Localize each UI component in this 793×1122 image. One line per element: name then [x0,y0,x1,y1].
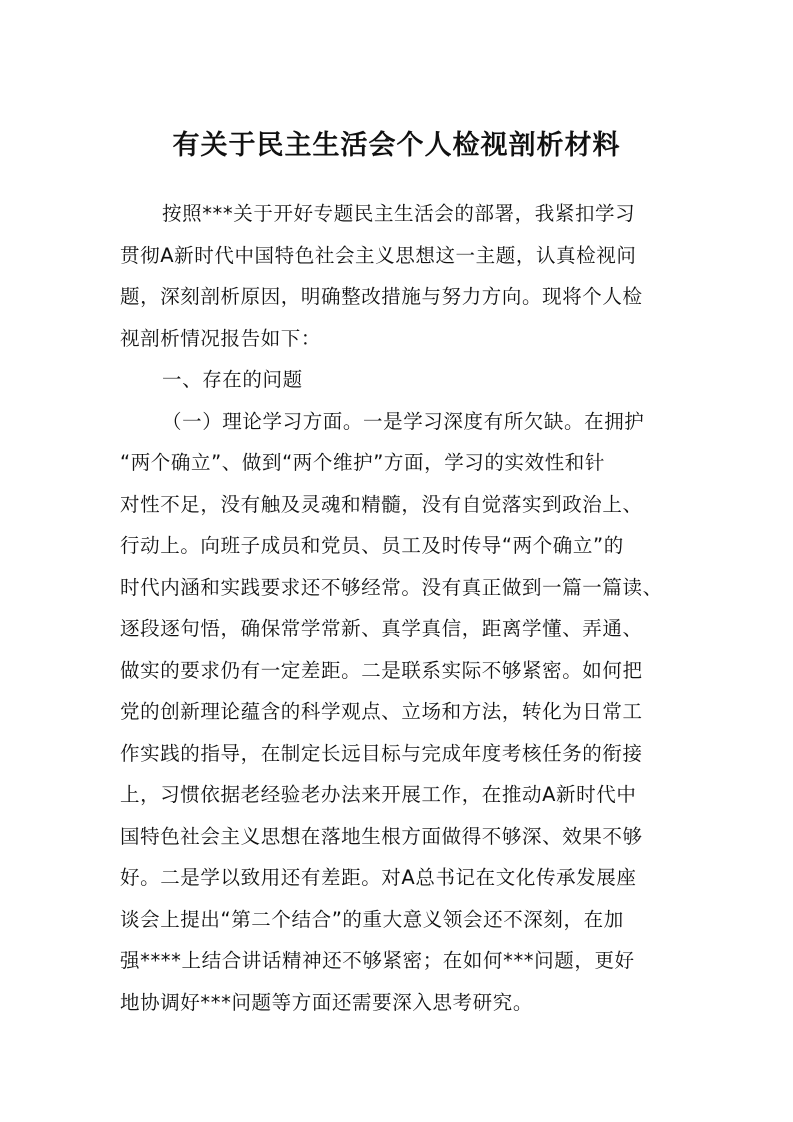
paragraph-line: 国特色社会主义思想在落地生根方面做得不够深、效果不够 [120,824,643,848]
paragraph-line: 地协调好***问题等方面还需要深入思考研究。 [120,990,533,1014]
paragraph-line: 强****上结合讲话精神还不够紧密；在如何***问题，更好 [120,949,635,972]
paragraph-line: 时代内涵和实践要求还不够经常。没有真正做到一篇一篇读、 [120,575,663,599]
paragraph-line: 贯彻A新时代中国特色社会主义思想这一主题，认真检视问 [120,243,637,267]
paragraph-line: “两个确立”、做到“两个维护”方面，学习的实效性和针 [120,451,606,474]
paragraph-line: 做实的要求仍有一定差距。二是联系实际不够紧密。如何把 [120,658,643,682]
document-body [120,193,690,1023]
paragraph-line: 行动上。向班子成员和党员、员工及时传导“两个确立”的 [120,534,624,557]
paragraph-line: 视剖析情况报告如下： [120,326,322,350]
paragraph-line: 按照***关于开好专题民主生活会的部署，我紧扣学习 [162,202,636,225]
paragraph-line: 逐段逐句悟，确保常学常新、真学真信，距离学懂、弄通、 [120,617,643,640]
paragraph-line: 党的创新理论蕴含的科学观点、立场和方法，转化为日常工 [120,700,643,723]
paragraph-line: 题，深刻剖析原因，明确整改措施与努力方向。现将个人检 [120,285,643,308]
paragraph-line: 谈会上提出“第二个结合”的重大意义领会还不深刻，在加 [120,907,624,931]
section-heading: 一、存在的问题 [162,368,303,391]
paragraph-line: （一）理论学习方面。一是学习深度有所欠缺。在拥护 [162,409,645,433]
document-title: 有关于民主生活会个人检视剖析材料 [172,130,621,161]
paragraph-line: 好。二是学以致用还有差距。对A总书记在文化传承发展座 [120,866,637,889]
paragraph-line: 作实践的指导，在制定长远目标与完成年度考核任务的衔接 [120,741,643,765]
paragraph-line: 对性不足，没有触及灵魂和精髓，没有自觉落实到政治上、 [120,492,643,516]
paragraph-line: 上，习惯依据老经验老办法来开展工作，在推动A新时代中 [120,783,637,806]
